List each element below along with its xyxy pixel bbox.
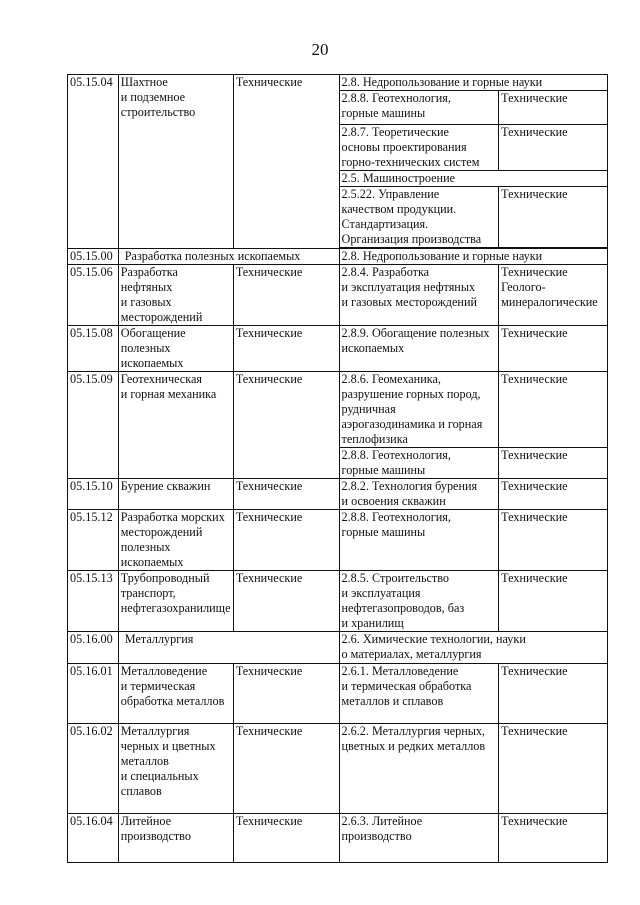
- new-group-cell: 2.8. Недропользование и горные науки: [339, 249, 607, 265]
- new-spec-cell: 2.8.8. Геотехнология, горные машины: [339, 91, 499, 125]
- new-field-cell: Технические: [499, 91, 608, 125]
- specialties-table: [67, 74, 608, 863]
- new-field-cell: Технические: [499, 571, 608, 632]
- new-spec-cell: 2.6.1. Металловедение и термическая обработка металлов и сплавов: [339, 664, 499, 724]
- table-row: [68, 814, 608, 863]
- old-code-cell: 05.15.00: [68, 249, 119, 265]
- old-code-cell: 05.15.04: [68, 75, 119, 249]
- old-field-cell: Технические: [233, 75, 339, 249]
- table-row: [68, 372, 608, 448]
- old-field-cell: Технические: [233, 510, 339, 571]
- old-name-cell: Геотехническая и горная механика: [118, 372, 233, 479]
- new-field-cell: Технические: [499, 510, 608, 571]
- new-field-cell: Технические: [499, 479, 608, 510]
- new-field-cell: Технические: [499, 814, 608, 863]
- old-name-cell: Разработка нефтяных и газовых месторождений: [118, 265, 233, 326]
- old-code-cell: 05.15.12: [68, 510, 119, 571]
- old-name-cell: Разработка морских месторождений полезных ископаемых: [118, 510, 233, 571]
- old-code-cell: 05.16.04: [68, 814, 119, 863]
- old-field-cell: Технические: [233, 265, 339, 326]
- table-row: [68, 75, 608, 91]
- old-field-cell: Технические: [233, 372, 339, 479]
- new-field-cell: Технические: [499, 125, 608, 171]
- table-row: [68, 265, 608, 326]
- table-row: [68, 632, 608, 664]
- new-spec-cell: 2.6.2. Металлургия черных, цветных и редких металлов: [339, 724, 499, 814]
- old-code-cell: 05.15.09: [68, 372, 119, 479]
- new-spec-cell: 2.8.9. Обогащение полезных ископаемых: [339, 326, 499, 372]
- new-spec-cell: 2.8.7. Теоретические основы проектирования горно-технических систем: [339, 125, 499, 171]
- page-number: 20: [311, 40, 329, 59]
- table-row: [68, 664, 608, 724]
- new-group-cell: 2.6. Химические технологии, науки о материалах, металлургия: [339, 632, 607, 664]
- new-spec-cell: 2.8.4. Разработка и эксплуатация нефтяных и газовых месторождений: [339, 265, 499, 326]
- old-name-cell: Трубопроводный транспорт, нефтегазохранилище: [118, 571, 233, 632]
- new-field-cell: Технические: [499, 372, 608, 448]
- new-spec-cell: 2.8.8. Геотехнология, горные машины: [339, 448, 499, 479]
- new-spec-cell: 2.8.2. Технология бурения и освоения скважин: [339, 479, 499, 510]
- table-row: [68, 326, 608, 372]
- table-row: [68, 724, 608, 814]
- new-spec-cell: 2.8.6. Геомеханика, разрушение горных пород, рудничная аэрогазодинамика и горная теплофизика: [339, 372, 499, 448]
- old-code-cell: 05.16.01: [68, 664, 119, 724]
- old-group-cell: Разработка полезных ископаемых: [118, 249, 339, 265]
- new-spec-cell: 2.8.5. Строительство и эксплуатация нефтегазопроводов, баз и хранилищ: [339, 571, 499, 632]
- new-field-cell: Технические Геолого- минералогические: [499, 265, 608, 326]
- new-field-cell: Технические: [499, 448, 608, 479]
- old-name-cell: Шахтное и подземное строительство: [118, 75, 233, 249]
- old-field-cell: Технические: [233, 664, 339, 724]
- old-field-cell: Технические: [233, 326, 339, 372]
- old-code-cell: 05.15.06: [68, 265, 119, 326]
- new-group-cell: 2.8. Недропользование и горные науки: [339, 75, 607, 91]
- old-code-cell: 05.16.00: [68, 632, 119, 664]
- new-field-cell: Технические: [499, 326, 608, 372]
- old-name-cell: Металлургия черных и цветных металлов и специальных сплавов: [118, 724, 233, 814]
- old-field-cell: Технические: [233, 814, 339, 863]
- old-field-cell: Технические: [233, 724, 339, 814]
- new-field-cell: Технические: [499, 664, 608, 724]
- new-group-cell: 2.5. Машиностроение: [339, 171, 607, 187]
- new-spec-cell: 2.8.8. Геотехнология, горные машины: [339, 510, 499, 571]
- old-group-cell: Металлургия: [118, 632, 339, 664]
- old-name-cell: Обогащение полезных ископаемых: [118, 326, 233, 372]
- old-code-cell: 05.16.02: [68, 724, 119, 814]
- old-name-cell: Литейное производство: [118, 814, 233, 863]
- new-field-cell: Технические: [499, 724, 608, 814]
- old-name-cell: Металловедение и термическая обработка металлов: [118, 664, 233, 724]
- new-field-cell: Технические: [499, 187, 608, 248]
- old-code-cell: 05.15.13: [68, 571, 119, 632]
- old-field-cell: Технические: [233, 479, 339, 510]
- table-row: [68, 510, 608, 571]
- new-spec-cell: 2.5.22. Управление качеством продукции. Стандартизация. Организация производства: [339, 187, 499, 248]
- table-row: [68, 479, 608, 510]
- old-name-cell: Бурение скважин: [118, 479, 233, 510]
- table-row: [68, 571, 608, 632]
- new-spec-cell: 2.6.3. Литейное производство: [339, 814, 499, 863]
- old-code-cell: 05.15.10: [68, 479, 119, 510]
- table-row: [68, 249, 608, 265]
- old-code-cell: 05.15.08: [68, 326, 119, 372]
- old-field-cell: Технические: [233, 571, 339, 632]
